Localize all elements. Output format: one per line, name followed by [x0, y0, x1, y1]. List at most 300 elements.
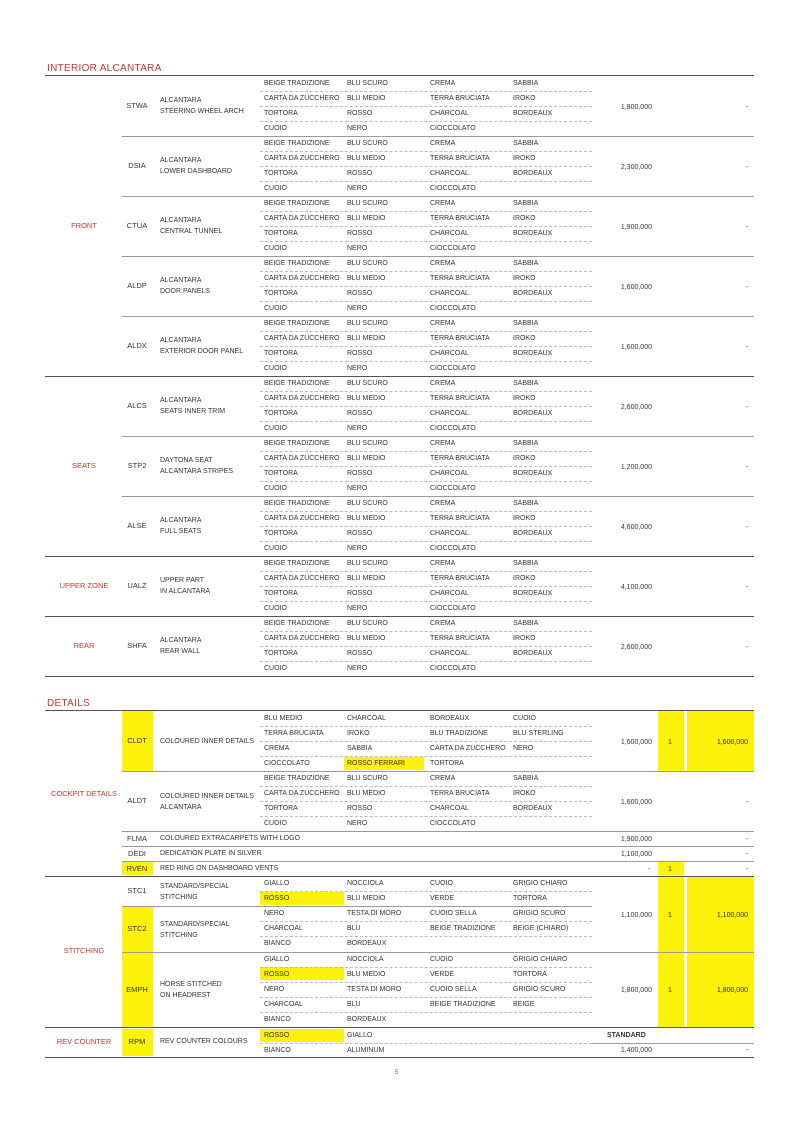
row-divider: [260, 166, 592, 167]
color-option: NERO: [264, 910, 285, 917]
color-option: CUOIO SELLA: [430, 986, 477, 993]
color-option: BIANCO: [264, 940, 291, 947]
row-divider: [260, 541, 592, 542]
color-option: IROKO: [513, 575, 536, 582]
rpm-color-0-0: ROSSO: [264, 1032, 290, 1039]
color-option: CUOIO: [264, 665, 287, 672]
row-divider: [260, 786, 592, 787]
color-option: CUOIO: [430, 956, 453, 963]
rule-stc1: [122, 906, 592, 907]
color-option: BORDEAUX: [513, 350, 553, 357]
color-option: BLU MEDIO: [347, 635, 386, 642]
color-option: CHARCOAL: [430, 290, 469, 297]
color-option: BORDEAUX: [513, 110, 553, 117]
item-desc-line1: ALCANTARA: [160, 217, 202, 224]
color-option: IROKO: [513, 455, 536, 462]
rule-cockpit-end: [45, 876, 754, 877]
color-option: TESTA DI MORO: [347, 910, 402, 917]
color-option: NERO: [347, 245, 368, 252]
rpm-color-1-1: ALUMINUM: [347, 1047, 385, 1054]
color-option: SABBIA: [347, 745, 373, 752]
row-divider: [260, 271, 592, 272]
item-code: STWA: [126, 101, 148, 110]
item-price: 4,600,000: [620, 524, 652, 531]
color-option: BLU MEDIO: [347, 275, 386, 282]
color-option: NERO: [347, 665, 368, 672]
color-option: IROKO: [513, 155, 536, 162]
row-divider: [260, 646, 592, 647]
total-flma: -: [746, 836, 749, 843]
item-total: -: [746, 344, 749, 351]
color-option: BLU SCURO: [347, 140, 388, 147]
group-divider: [45, 616, 754, 617]
color-option: SABBIA: [513, 560, 539, 567]
color-option: BORDEAUX: [347, 1016, 387, 1023]
row-divider: [260, 756, 592, 757]
item-total: -: [746, 164, 749, 171]
row-divider: [260, 997, 592, 998]
color-option: CUOIO: [264, 605, 287, 612]
qty-emph: 1: [668, 987, 672, 994]
desc-rven: RED RING ON DASHBOARD VENTS: [160, 865, 279, 872]
code-emph: EMPH: [126, 985, 148, 994]
color-option: TORTORA: [264, 110, 298, 117]
color-option: CUOIO: [264, 245, 287, 252]
item-code: ALDX: [127, 341, 147, 350]
color-option: CREMA: [430, 260, 456, 267]
price-stc: 1,100,000: [620, 912, 652, 919]
color-option: CUOIO: [264, 365, 287, 372]
color-option: BEIGE TRADIZIONE: [264, 380, 330, 387]
item-divider: [122, 496, 754, 497]
row-divider: [260, 816, 592, 817]
color-option: TERRA BRUCIATA: [430, 575, 490, 582]
color-option: CARTA DA ZUCCHERO: [264, 515, 340, 522]
color-option: BLU SCURO: [347, 775, 388, 782]
item-price: 2,300,000: [620, 164, 652, 171]
row-divider: [260, 741, 592, 742]
color-option: TORTORA: [264, 590, 298, 597]
color-option: BEIGE TRADIZIONE: [264, 560, 330, 567]
item-desc-line1: ALCANTARA: [160, 277, 202, 284]
color-option: IROKO: [513, 395, 536, 402]
color-option: TORTORA: [264, 470, 298, 477]
color-option: BEIGE TRADIZIONE: [264, 320, 330, 327]
item-desc-line2: IN ALCANTARA: [160, 588, 211, 595]
row-divider: [260, 226, 592, 227]
color-option: BEIGE TRADIZIONE: [264, 775, 330, 782]
color-option: BLU SCURO: [347, 500, 388, 507]
desc-stc2-1: STANDARD/SPECIAL: [160, 921, 230, 928]
color-option: CHARCOAL: [430, 470, 469, 477]
color-option: BLU SCURO: [347, 620, 388, 627]
color-option: SABBIA: [513, 320, 539, 327]
color-option: GRIGIO CHIARO: [513, 956, 568, 963]
row-divider: [260, 967, 592, 968]
rule-details-end: [45, 1057, 754, 1058]
item-divider: [122, 196, 754, 197]
color-option: BEIGE TRADIZIONE: [264, 200, 330, 207]
item-total: -: [746, 464, 749, 471]
color-option: CREMA: [264, 745, 290, 752]
color-option: TORTORA: [264, 650, 298, 657]
color-option: CUOIO: [264, 820, 287, 827]
group-rev-counter: REV COUNTER: [56, 1037, 112, 1046]
color-option: BLU SCURO: [347, 260, 388, 267]
color-option: BLU MEDIO: [264, 715, 303, 722]
row-divider: [260, 286, 592, 287]
item-desc-line2: ALCANTARA STRIPES: [160, 468, 234, 475]
item-total: -: [746, 584, 749, 591]
details-section-title: DETAILS: [47, 698, 91, 709]
color-option: BLU MEDIO: [347, 515, 386, 522]
row-divider: [260, 466, 592, 467]
color-option: IROKO: [513, 790, 536, 797]
color-option: SABBIA: [513, 775, 539, 782]
item-price: 1,200,000: [620, 464, 652, 471]
color-option: CREMA: [430, 200, 456, 207]
row-divider: [260, 511, 592, 512]
desc-flma: COLOURED EXTRACARPETS WITH LOGO: [160, 835, 301, 842]
color-option: SABBIA: [513, 80, 539, 87]
color-option: CIOCCOLATO: [430, 605, 476, 612]
color-option: TORTORA: [264, 230, 298, 237]
color-option: BLU TRADIZIONE: [430, 730, 488, 737]
color-option: BLU MEDIO: [347, 95, 386, 102]
color-option: CARTA DA ZUCCHERO: [264, 215, 340, 222]
color-option: BEIGE TRADIZIONE: [264, 80, 330, 87]
color-option: BLU SCURO: [347, 560, 388, 567]
item-desc-line1: UPPER PART: [160, 577, 205, 584]
row-divider: [260, 571, 592, 572]
color-option: CUOIO: [264, 485, 287, 492]
item-desc-line2: STEERING WHEEL ARCH: [160, 108, 244, 115]
color-option: BORDEAUX: [513, 805, 553, 812]
group-upper-zone: UPPER ZONE: [59, 581, 109, 590]
color-option: NERO: [513, 745, 534, 752]
color-option: CIOCCOLATO: [430, 125, 476, 132]
rule-flma: [122, 846, 754, 847]
color-option: SABBIA: [513, 260, 539, 267]
color-option: ROSSO: [347, 410, 373, 417]
color-option: ROSSO: [347, 170, 373, 177]
total-dedi: -: [746, 851, 749, 858]
color-option: BORDEAUX: [513, 170, 553, 177]
row-divider: [260, 891, 592, 892]
page-number: 5: [395, 1070, 399, 1076]
color-option: TORTORA: [264, 410, 298, 417]
item-desc-line2: LOWER DASHBOARD: [160, 168, 232, 175]
item-total: -: [746, 644, 749, 651]
color-option: BEIGE TRADIZIONE: [264, 140, 330, 147]
row-divider: [260, 181, 592, 182]
color-option: CUOIO: [264, 305, 287, 312]
total-rven: -: [746, 866, 749, 873]
row-divider: [260, 936, 592, 937]
group-stitching: STITCHING: [63, 946, 105, 955]
color-option: NERO: [347, 820, 368, 827]
color-option: ROSSO: [347, 350, 373, 357]
row-divider: [260, 361, 592, 362]
color-option: CREMA: [430, 320, 456, 327]
color-option: CARTA DA ZUCCHERO: [264, 635, 340, 642]
item-total: -: [746, 404, 749, 411]
rpm-color-0-1: GIALLO: [347, 1032, 373, 1039]
color-option: TERRA BRUCIATA: [430, 515, 490, 522]
code-flma: FLMA: [126, 834, 147, 843]
row-divider: [260, 91, 592, 92]
desc-emph-2: ON HEADREST: [160, 992, 211, 999]
color-option: NERO: [347, 425, 368, 432]
item-price: 4,100,000: [620, 584, 652, 591]
item-desc-line2: DOOR PANELS: [160, 288, 211, 295]
color-option: CHARCOAL: [347, 715, 386, 722]
price-emph: 1,800,000: [620, 987, 652, 994]
color-option: BLU SCURO: [347, 320, 388, 327]
color-option: NERO: [264, 986, 285, 993]
color-option: GRIGIO CHIARO: [513, 880, 568, 887]
code-rpm: RPM: [128, 1037, 146, 1046]
color-option: NERO: [347, 125, 368, 132]
color-option: TORTORA: [264, 350, 298, 357]
color-option: TERRA BRUCIATA: [430, 275, 490, 282]
color-option: CHARCOAL: [430, 530, 469, 537]
price-rpm: 1,400,000: [620, 1047, 652, 1054]
item-desc-line1: ALCANTARA: [160, 97, 202, 104]
color-option: TORTORA: [513, 895, 547, 902]
color-option: CUOIO: [430, 880, 453, 887]
color-option: CARTA DA ZUCCHERO: [264, 575, 340, 582]
item-desc-line1: ALCANTARA: [160, 397, 202, 404]
color-option: CHARCOAL: [430, 170, 469, 177]
group-rear: REAR: [73, 641, 95, 650]
color-option: BEIGE: [513, 1001, 535, 1008]
color-option: CHARCOAL: [430, 410, 469, 417]
color-option: TERRA BRUCIATA: [430, 95, 490, 102]
item-price: 2,600,000: [620, 404, 652, 411]
item-code: DSIA: [128, 161, 146, 170]
color-option: CREMA: [430, 140, 456, 147]
color-option: BORDEAUX: [513, 530, 553, 537]
color-option: BLU MEDIO: [347, 895, 386, 902]
color-option: VERDE: [430, 895, 455, 902]
color-option: BIANCO: [264, 1016, 291, 1023]
row-divider: [260, 121, 592, 122]
total-stc: 1,100,000: [716, 912, 748, 919]
row-divider: [260, 241, 592, 242]
color-option: CREMA: [430, 775, 456, 782]
color-option: TERRA BRUCIATA: [264, 730, 324, 737]
color-option: IROKO: [513, 275, 536, 282]
price-dedi: 1,100,000: [620, 851, 652, 858]
color-option: BORDEAUX: [347, 940, 387, 947]
color-option: CREMA: [430, 440, 456, 447]
color-option: TERRA BRUCIATA: [430, 790, 490, 797]
rpm-price-divider: [592, 1043, 754, 1044]
item-total: -: [746, 224, 749, 231]
color-option: CIOCCOLATO: [430, 245, 476, 252]
color-option: BLU SCURO: [347, 380, 388, 387]
item-price: 1,900,000: [620, 224, 652, 231]
interior-section-title: INTERIOR ALCANTARA: [47, 63, 162, 74]
row-divider: [260, 586, 592, 587]
interior-top-rule: [45, 75, 754, 76]
color-option: BORDEAUX: [513, 410, 553, 417]
item-divider: [122, 136, 754, 137]
color-option: GRIGIO SCURO: [513, 910, 566, 917]
color-option: BORDEAUX: [513, 290, 553, 297]
item-divider: [122, 436, 754, 437]
row-divider: [260, 1012, 592, 1013]
row-divider: [260, 106, 592, 107]
color-option: BLU MEDIO: [347, 155, 386, 162]
color-option: ROSSO: [347, 110, 373, 117]
color-option: CARTA DA ZUCCHERO: [264, 455, 340, 462]
color-option: SABBIA: [513, 140, 539, 147]
color-option: TERRA BRUCIATA: [430, 395, 490, 402]
color-option: NOCCIOLA: [347, 880, 384, 887]
color-option: CREMA: [430, 380, 456, 387]
rpm-row-divider: [260, 1043, 592, 1044]
item-price: 2,600,000: [620, 644, 652, 651]
code-aldt: ALDT: [127, 796, 147, 805]
item-desc-line2: REAR WALL: [160, 648, 201, 655]
color-option: CARTA DA ZUCCHERO: [264, 790, 340, 797]
group-cockpit-details: COCKPIT DETAILS: [51, 789, 117, 798]
row-divider: [260, 661, 592, 662]
row-divider: [260, 346, 592, 347]
color-option: CHARCOAL: [430, 805, 469, 812]
color-option: TORTORA: [264, 170, 298, 177]
item-total: -: [746, 104, 749, 111]
color-option: CIOCCOLATO: [430, 425, 476, 432]
desc-dedi: DEDICATION PLATE IN SILVER: [160, 850, 262, 857]
rule-stc2: [122, 952, 754, 953]
color-option: BEIGE TRADIZIONE: [430, 1001, 496, 1008]
color-option: ROSSO: [347, 650, 373, 657]
color-option: CHARCOAL: [430, 590, 469, 597]
color-option: GIALLO: [264, 880, 290, 887]
color-option: BLU STERLING: [513, 730, 564, 737]
code-cldt: CLDT: [127, 736, 147, 745]
color-option: CHARCOAL: [430, 650, 469, 657]
color-option: ROSSO: [347, 590, 373, 597]
row-divider: [260, 726, 592, 727]
item-price: 1,800,000: [620, 104, 652, 111]
price-cldt: 1,600,000: [620, 739, 652, 746]
color-option: BORDEAUX: [513, 470, 553, 477]
desc-stc1-1: STANDARD/SPECIAL: [160, 883, 230, 890]
color-option: VERDE: [430, 971, 455, 978]
color-option: NERO: [347, 605, 368, 612]
item-desc-line1: ALCANTARA: [160, 517, 202, 524]
color-option: CHARCOAL: [430, 110, 469, 117]
color-option: CREMA: [430, 560, 456, 567]
color-option: ROSSO: [347, 290, 373, 297]
item-divider: [122, 316, 754, 317]
color-option: CHARCOAL: [264, 1001, 303, 1008]
rule-stitching-end: [45, 1027, 754, 1028]
code-rven: RVEN: [126, 864, 148, 873]
color-option: BLU SCURO: [347, 200, 388, 207]
item-desc-line1: ALCANTARA: [160, 637, 202, 644]
color-option: CUOIO: [513, 715, 536, 722]
row-divider: [260, 631, 592, 632]
rule-aldt: [122, 831, 754, 832]
color-option: SABBIA: [513, 500, 539, 507]
color-option: BLU MEDIO: [347, 575, 386, 582]
color-option: BEIGE TRADIZIONE: [264, 500, 330, 507]
item-code: ALDP: [127, 281, 147, 290]
color-option: NERO: [347, 365, 368, 372]
color-option: CIOCCOLATO: [430, 665, 476, 672]
color-option: CARTA DA ZUCCHERO: [264, 335, 340, 342]
color-option: CARTA DA ZUCCHERO: [264, 95, 340, 102]
row-divider: [260, 331, 592, 332]
rule-dedi: [122, 861, 754, 862]
item-code: ALSE: [127, 521, 147, 530]
color-option: IROKO: [347, 730, 370, 737]
color-option: CIOCCOLATO: [430, 305, 476, 312]
code-stc1: STC1: [127, 886, 147, 895]
row-divider: [260, 481, 592, 482]
color-option: BLU MEDIO: [347, 455, 386, 462]
rpm-standard: STANDARD: [607, 1032, 646, 1039]
row-divider: [260, 601, 592, 602]
color-option: BORDEAUX: [430, 715, 470, 722]
row-divider: [260, 301, 592, 302]
group-divider: [45, 376, 754, 377]
color-option: TORTORA: [264, 290, 298, 297]
color-option: TERRA BRUCIATA: [430, 155, 490, 162]
item-desc-line1: DAYTONA SEAT: [160, 457, 213, 464]
color-option: NERO: [347, 185, 368, 192]
row-divider: [260, 801, 592, 802]
item-code: STP2: [127, 461, 147, 470]
color-option: BLU: [347, 1001, 361, 1008]
row-divider: [260, 151, 592, 152]
item-desc-line1: ALCANTARA: [160, 337, 202, 344]
color-option: IROKO: [513, 215, 536, 222]
color-option: BLU SCURO: [347, 440, 388, 447]
color-option: ROSSO: [347, 470, 373, 477]
color-option: TESTA DI MORO: [347, 986, 402, 993]
total-rpm: -: [746, 1047, 749, 1054]
color-option: CREMA: [430, 80, 456, 87]
color-option: IROKO: [513, 515, 536, 522]
color-option: ROSSO: [347, 230, 373, 237]
color-option: TORTORA: [264, 530, 298, 537]
color-option: BLU SCURO: [347, 80, 388, 87]
item-desc-line2: EXTERIOR DOOR PANEL: [160, 348, 244, 355]
item-divider: [122, 256, 754, 257]
group-front: FRONT: [71, 221, 97, 230]
rpm-color-1-0: BIANCO: [264, 1047, 291, 1054]
desc-emph-1: HORSE STITCHED: [160, 981, 222, 988]
color-option: TORTORA: [430, 760, 464, 767]
color-option: CIOCCOLATO: [430, 485, 476, 492]
color-option: CARTA DA ZUCCHERO: [264, 275, 340, 282]
color-option: CUOIO: [264, 125, 287, 132]
code-stc2: STC2: [127, 924, 147, 933]
color-option: TORTORA: [513, 971, 547, 978]
item-desc-line2: FULL SEATS: [160, 528, 202, 535]
color-option: TERRA BRUCIATA: [430, 215, 490, 222]
color-option: CIOCCOLATO: [430, 545, 476, 552]
qty-rven: 1: [668, 866, 672, 873]
color-option: TERRA BRUCIATA: [430, 455, 490, 462]
group-seats: SEATS: [71, 461, 97, 470]
